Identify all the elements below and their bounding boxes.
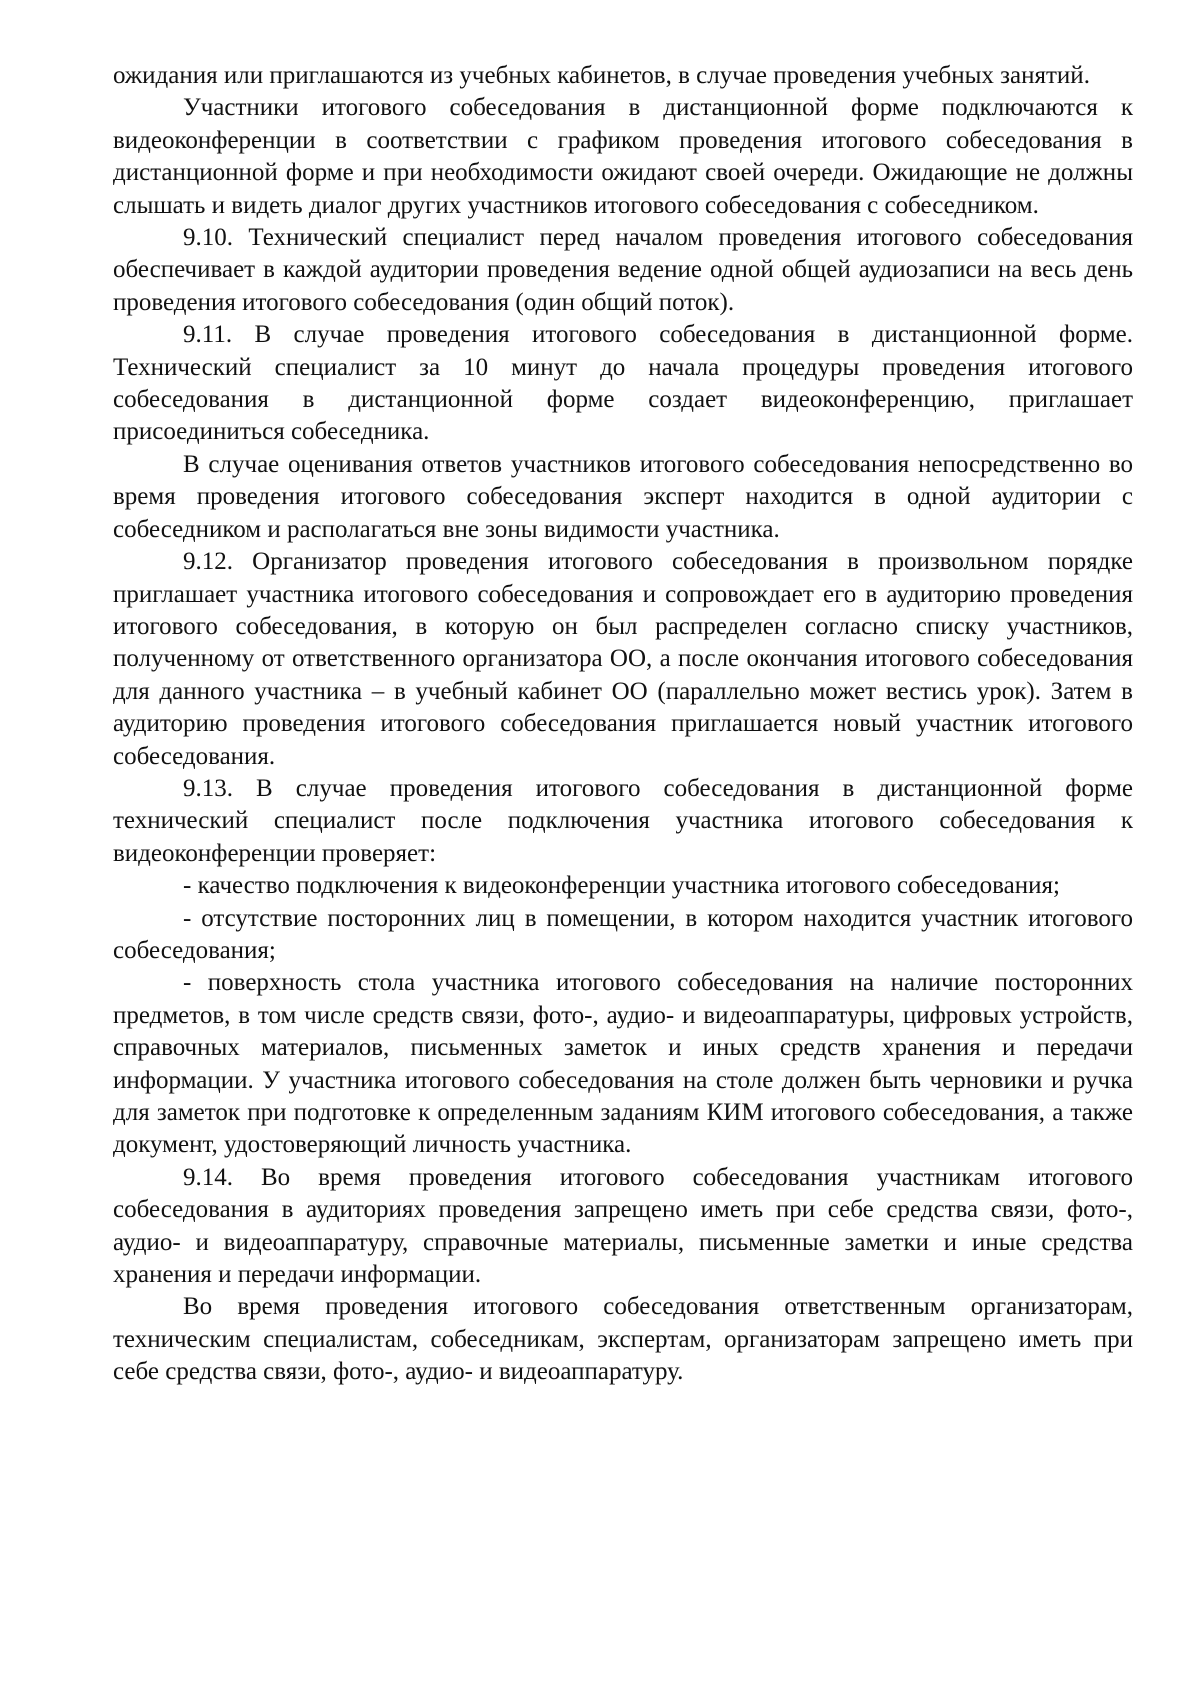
list-item-no-outsiders: - отсутствие посторонних лиц в помещении, в котором находится участник итогового собеседования; — [113, 904, 1133, 964]
paragraph-9-10: 9.10. Технический специалист перед началом проведения итогового собеседования обеспечивает в каждой аудитории проведения ведение одной общей аудиозаписи на весь день проведения итогового собеседования (один общий поток). — [113, 224, 1133, 316]
paragraph-staff-restrictions: Во время проведения итогового собеседования ответственным организаторам, техническим специалистам, собеседникам, экспертам, организаторам запрещено иметь при себе средства связи, фото-, аудио- и видеоаппаратуру. — [113, 1293, 1133, 1386]
paragraph-9-14: 9.14. Во время проведения итогового собеседования участникам итогового собеседования в аудиториях проведения запрещено иметь при себе средства связи, фото-, аудио- и видеоаппаратуру, справочные материалы, письменные заметки и иные средства хранения и передачи информации. — [113, 1163, 1133, 1289]
list-item-connection-quality: - качество подключения к видеоконференции участника итогового собеседования; — [183, 872, 1060, 900]
paragraph-remote-participants: Участники итогового собеседования в дистанционной форме подключаются к видеоконференции в соответствии с графиком проведения итогового собеседования в дистанционной форме и при необходимости ожидают своей очереди. Ожидающие не должны слышать и видеть диалог других участников итогового собеседования с собеседником. — [113, 94, 1133, 219]
paragraph-9-13: 9.13. В случае проведения итогового собеседования в дистанционной форме технический специалист после подключения участника итогового собеседования к видеоконференции проверяет: — [113, 774, 1133, 867]
document-page — [113, 60, 1133, 1389]
paragraph-continuation: ожидания или приглашаются из учебных кабинетов, в случае проведения учебных занятий. — [113, 62, 1090, 89]
paragraph-9-12: 9.12. Организатор проведения итогового собеседования в произвольном порядке приглашает участника итогового собеседования и сопровождает его в аудиторию проведения итогового собеседования, в которую он был распределен согласно списку участников, полученному от ответственного организатора ОО, а после окончания итогового собеседования для данного участника – в учебный кабинет ОО (параллельно может вестись урок). Затем в аудиторию проведения итогового собеседования приглашается новый участник итогового собеседования. — [113, 548, 1133, 770]
paragraph-expert-evaluation: В случае оценивания ответов участников итогового собеседования непосредственно во время проведения итогового собеседования эксперт находится в одной аудитории с собеседником и располагаться вне зоны видимости участника. — [113, 450, 1133, 543]
paragraph-9-11: 9.11. В случае проведения итогового собеседования в дистанционной форме. Технический специалист за 10 минут до начала процедуры проведения итогового собеседования в дистанционной форме создает видеоконференцию, приглашает присоединиться собеседника. — [113, 321, 1133, 446]
list-item-desk-surface: - поверхность стола участника итогового собеседования на наличие посторонних предметов, в том числе средств связи, фото-, аудио- и видеоаппаратуры, цифровых устройств, справочных материалов, письменных заметок и иных средств хранения и передачи информации. У участника итогового собеседования на столе должен быть черновики и ручка для заметок при подготовке к определенным заданиям КИМ итогового собеседования, а также документ, удостоверяющий личность участника. — [113, 969, 1133, 1159]
